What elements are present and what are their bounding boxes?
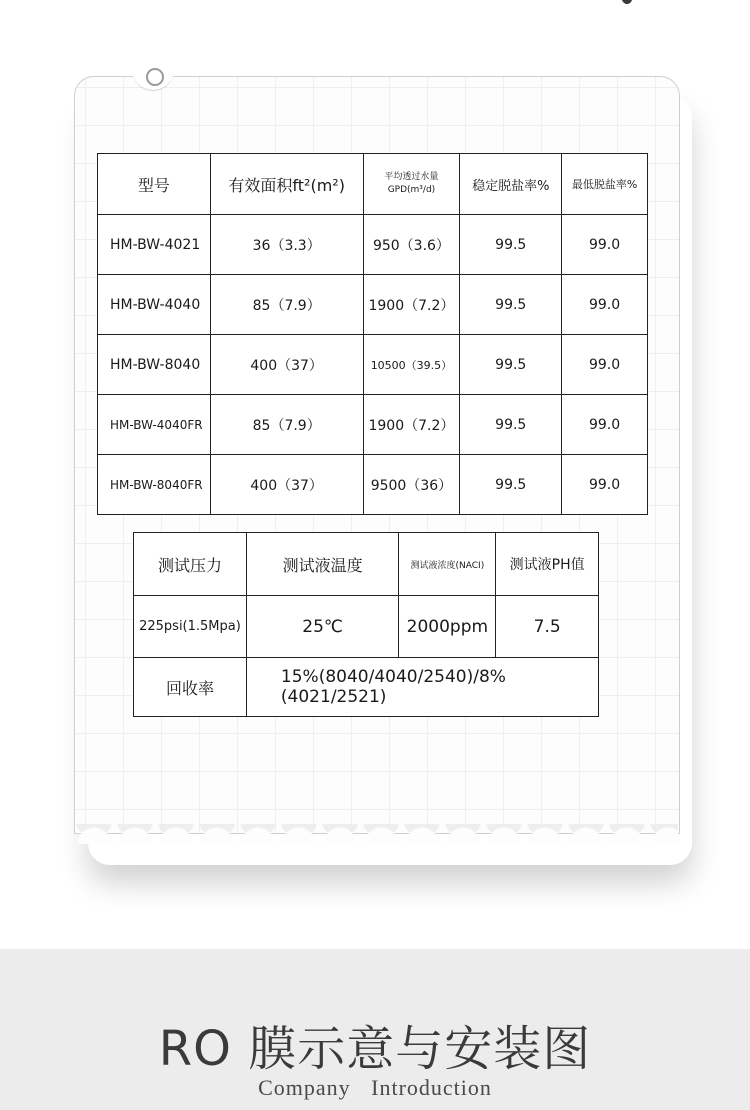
cell-min: 99.0 <box>562 215 648 275</box>
header-pressure: 测试压力 <box>134 533 247 596</box>
header-model: 型号 <box>98 154 211 215</box>
table-row <box>98 335 648 395</box>
spec-table-header <box>98 154 648 215</box>
cell-flux: 950（3.6） <box>363 215 460 275</box>
cell-temperature: 25℃ <box>246 596 398 658</box>
cell-flux: 10500（39.5） <box>363 335 460 395</box>
header-concentration: 测试液浓度(NACI) <box>399 533 496 596</box>
table-row <box>98 275 648 335</box>
test-conditions-table <box>133 532 599 717</box>
section-title: RO 膜示意与安装图 <box>158 1021 592 1077</box>
section-subtitle: Company Introduction <box>258 1075 492 1100</box>
cell-recovery-value: 15%(8040/4040/2540)/8%(4021/2521) <box>246 658 598 717</box>
cell-min: 99.0 <box>562 335 648 395</box>
cell-area: 400（37） <box>210 335 363 395</box>
card-hole-icon <box>146 68 164 86</box>
spec-table <box>97 153 648 515</box>
cell-stable: 99.5 <box>460 455 562 515</box>
header-flux-line1: 平均透过水量 <box>384 172 439 182</box>
table-row <box>98 215 648 275</box>
table-row <box>134 596 599 658</box>
table-row-recovery <box>134 658 599 717</box>
header-flux <box>363 154 460 215</box>
table-row <box>98 395 648 455</box>
decorative-mark <box>621 0 634 5</box>
cell-area: 85（7.9） <box>210 275 363 335</box>
cell-min: 99.0 <box>562 275 648 335</box>
cell-area: 36（3.3） <box>210 215 363 275</box>
header-temperature: 测试液温度 <box>246 533 398 596</box>
cell-stable: 99.5 <box>460 275 562 335</box>
header-ph: 测试液PH值 <box>496 533 599 596</box>
cell-recovery-label: 回收率 <box>134 658 247 717</box>
cell-model: HM-BW-8040 <box>98 335 211 395</box>
header-flux-line2: GPD(m³/d) <box>387 185 436 195</box>
header-min-rejection: 最低脱盐率% <box>562 154 648 215</box>
cell-area: 85（7.9） <box>210 395 363 455</box>
cell-flux: 1900（7.2） <box>363 395 460 455</box>
table-row <box>98 455 648 515</box>
cell-stable: 99.5 <box>460 335 562 395</box>
cell-pressure: 225psi(1.5Mpa) <box>134 596 247 658</box>
cell-stable: 99.5 <box>460 215 562 275</box>
cell-model: HM-BW-4021 <box>98 215 211 275</box>
card-scallop-edge <box>74 820 678 844</box>
cell-area: 400（37） <box>210 455 363 515</box>
cell-stable: 99.5 <box>460 395 562 455</box>
cell-model: HM-BW-4040 <box>98 275 211 335</box>
cell-min: 99.0 <box>562 455 648 515</box>
cell-model: HM-BW-8040FR <box>98 455 211 515</box>
cell-flux: 9500（36） <box>363 455 460 515</box>
header-area: 有效面积ft²(m²) <box>210 154 363 215</box>
test-table-header <box>134 533 599 596</box>
cell-model: HM-BW-4040FR <box>98 395 211 455</box>
cell-flux: 1900（7.2） <box>363 275 460 335</box>
cell-concentration: 2000ppm <box>399 596 496 658</box>
cell-ph: 7.5 <box>496 596 599 658</box>
cell-min: 99.0 <box>562 395 648 455</box>
header-stable-rejection: 稳定脱盐率% <box>460 154 562 215</box>
